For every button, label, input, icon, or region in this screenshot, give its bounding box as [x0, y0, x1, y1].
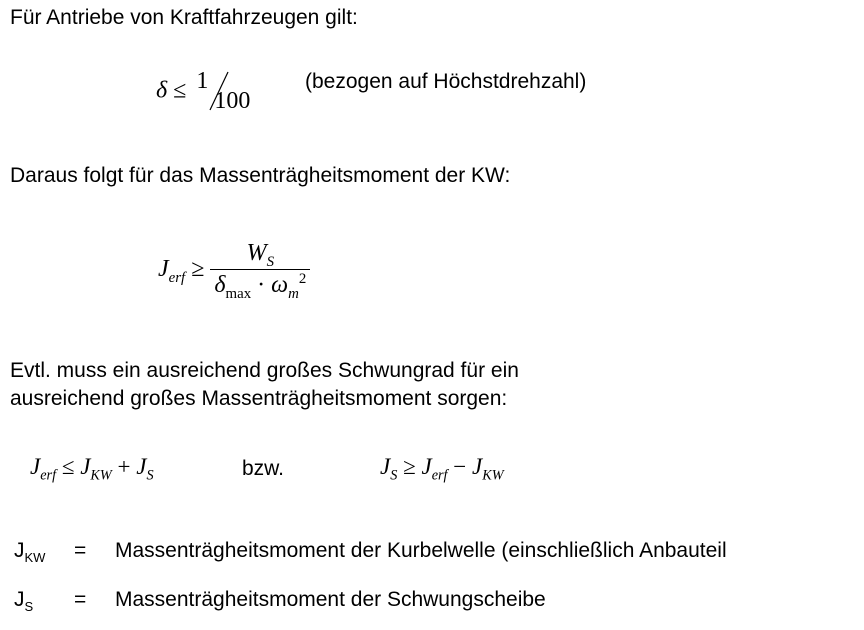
formula-inertia	[158, 240, 310, 302]
flywheel-text-1: Evtl. muss ein ausreichend großes Schwungrad für ein	[10, 359, 519, 382]
def-text-s: Massenträgheitsmoment der Schwungscheibe	[115, 588, 546, 611]
derivation-text: Daraus folgt für das Massenträgheitsmoment der KW:	[10, 164, 511, 187]
inertia-fraction	[210, 240, 310, 302]
def-text-kw: Massenträgheitsmoment der Kurbelwelle (einschließlich Anbauteil	[115, 539, 727, 562]
leq-symbol: ≤	[173, 77, 187, 104]
formula-difference: $J_S \ge J_{erf} - J_{KW}$	[380, 454, 504, 484]
def-symbol-kw: $J_{KW}$	[14, 539, 46, 566]
bzw-text: bzw.	[242, 457, 285, 480]
formula-sum: $J_{erf} \le J_{KW} + J_S$	[30, 454, 154, 484]
fraction-denominator: 100	[214, 88, 251, 114]
fraction-numerator: 1	[196, 68, 209, 94]
J-symbol: $J_{erf}$	[158, 256, 186, 286]
slash-fraction	[192, 68, 251, 114]
def-eq-kw: =	[74, 539, 87, 562]
fraction-numerator: $W_S$	[246, 240, 275, 270]
def-symbol-s: $J_S$	[14, 588, 34, 615]
def-eq-s: =	[74, 588, 87, 611]
delta-symbol: δ	[156, 77, 168, 104]
formula-note: (bezogen auf Höchstdrehzahl)	[305, 70, 587, 93]
geq-symbol: ≥	[191, 256, 205, 282]
flywheel-text-2: ausreichend großes Massenträgheitsmoment sorgen:	[10, 387, 508, 410]
fraction-denominator: $\delta_{max} \cdot \omega_m^2$	[210, 269, 310, 299]
formula-delta-limit	[156, 68, 251, 114]
intro-text: Für Antriebe von Kraftfahrzeugen gilt:	[10, 6, 358, 29]
